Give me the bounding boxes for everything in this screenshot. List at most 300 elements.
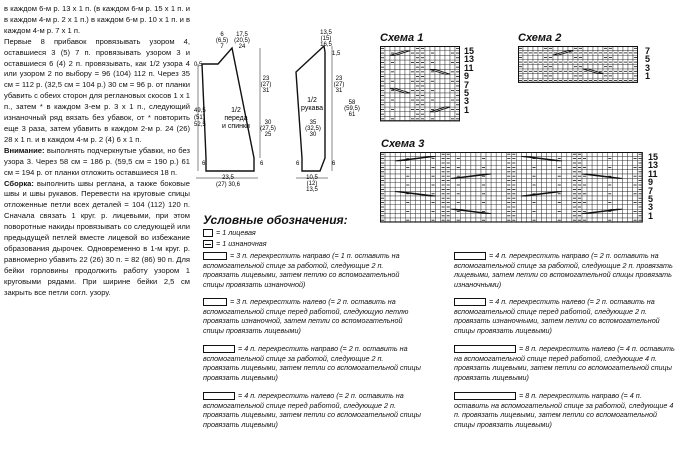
chart-cell xyxy=(431,170,436,174)
chart-cell xyxy=(445,102,450,107)
chart-cell xyxy=(390,192,395,196)
chart-cell xyxy=(523,74,528,79)
chart-cell xyxy=(405,93,410,98)
front-label: и спинки xyxy=(222,123,250,130)
chart-cell xyxy=(435,55,440,60)
chart-cell xyxy=(466,165,471,169)
chart-cell xyxy=(410,209,415,213)
chart-cell xyxy=(435,88,440,93)
chart-cell xyxy=(526,200,531,204)
chart-cell xyxy=(496,183,501,187)
chart-cell xyxy=(486,170,491,174)
chart-cell xyxy=(440,65,445,70)
chart-cell xyxy=(481,187,486,191)
chart-cell xyxy=(501,196,506,200)
chart-cell xyxy=(587,178,592,182)
chart-cell xyxy=(583,55,588,60)
chart-cell xyxy=(430,65,435,70)
chart-cell xyxy=(568,55,573,60)
chart-cell xyxy=(405,205,410,209)
instructions-paragraph: Первые 8 прибавок провязывать узором 4, оставшиеся 3 (5) 7 п. провязывать узором 3 и оставшиеся 6 (4) 2 п. провязывать, как 1/2 узора 4 или узором 2 по выбору = 96 (104) 112 п. Через 35 см = 112 р. (32,5 см = 104 р.) 30 см = 96 р. от планки убавить с обеих сторон для реглановых скосов 1 х 1 п., затем * в каждом 3-ем р. 3 х 1 п., следующий изнаночный ряд вязать без убавок, от * повторить еще 3 раза, затем убавить в каждом 2-м р. 24 (26) 28 х 1 п. и в каждом 4-м р. 2 (4) 6 х 1 п. xyxy=(4,36,190,144)
chart-cell xyxy=(567,200,572,204)
chart-cell xyxy=(400,205,405,209)
chart-cell xyxy=(415,161,420,165)
chart-cell xyxy=(587,165,592,169)
chart-cell xyxy=(583,74,588,79)
chart-cell xyxy=(395,65,400,70)
chart-cell xyxy=(400,209,405,213)
chart-cell xyxy=(592,200,597,204)
chart-cell xyxy=(395,161,400,165)
chart-cell xyxy=(607,214,612,218)
chart-cell xyxy=(582,187,587,191)
attention-text: выполнять подчеркнутые убавки, но без узора 3. Через 58 см = 186 р. (59,5 см = 190 р.) 61 см = 194 р. от планки отложить оставшиеся 18 п. xyxy=(4,145,190,177)
chart-cell xyxy=(451,187,456,191)
chart-cell xyxy=(582,205,587,209)
chart-cell xyxy=(385,51,390,56)
legend-item xyxy=(203,391,421,429)
front-body-length: (27,5) xyxy=(260,126,276,132)
chart-cell xyxy=(617,196,622,200)
chart-cell xyxy=(390,161,395,165)
chart-cell xyxy=(415,178,420,182)
chart-cell xyxy=(450,93,455,98)
scheme-1-row-labels xyxy=(464,47,474,114)
chart-cell xyxy=(547,200,552,204)
chart-cell xyxy=(385,107,390,112)
cross-4-left-icon xyxy=(203,392,235,400)
chart-cell xyxy=(562,178,567,182)
chart-cell xyxy=(445,65,450,70)
sleeve-label: 1/2 xyxy=(307,97,317,104)
chart-cell xyxy=(425,60,430,65)
legend-item xyxy=(203,251,421,289)
chart-cell xyxy=(471,196,476,200)
chart-cell xyxy=(471,205,476,209)
legend-knit xyxy=(203,228,373,238)
legend-item-text: = 3 п. перекрестить налево (= 2 п. оставить на вспомогательной спице перед работой, следующую петлю провязать изнаночной, затем петли со вспомогательной спицы провязать лицевыми) xyxy=(203,297,409,335)
chart-cell xyxy=(537,209,542,213)
chart-cell xyxy=(445,112,450,117)
chart-cell xyxy=(622,156,627,160)
chart-cell xyxy=(481,178,486,182)
chart-cell xyxy=(622,187,627,191)
chart-cell xyxy=(476,178,481,182)
chart-cell xyxy=(410,93,415,98)
chart-cell xyxy=(516,156,521,160)
chart-cell xyxy=(552,200,557,204)
chart-cell xyxy=(602,170,607,174)
chart-cell xyxy=(456,178,461,182)
attention-label: Внимание: xyxy=(4,145,45,155)
chart-cell xyxy=(410,165,415,169)
chart-cell xyxy=(627,183,632,187)
chart-cell xyxy=(440,93,445,98)
chart-cell xyxy=(547,174,552,178)
chart-cell xyxy=(597,165,602,169)
chart-cell xyxy=(400,161,405,165)
chart-cell xyxy=(623,55,628,60)
chart-cell xyxy=(466,183,471,187)
chart-cell xyxy=(476,214,481,218)
chart-cell xyxy=(410,84,415,89)
chart-cell xyxy=(431,214,436,218)
chart-cell xyxy=(395,107,400,112)
chart-cell xyxy=(537,214,542,218)
chart-cell xyxy=(390,187,395,191)
chart-cell xyxy=(436,178,441,182)
chart-cell xyxy=(617,192,622,196)
chart-cell xyxy=(395,174,400,178)
front-bottom: 6 xyxy=(202,161,206,167)
chart-cell xyxy=(471,200,476,204)
chart-cell xyxy=(563,64,568,69)
cross-4-right-purl-icon xyxy=(454,252,486,260)
chart-cell xyxy=(612,214,617,218)
sleeve-top-width: 13,5 xyxy=(320,30,332,36)
chart-cell xyxy=(445,60,450,65)
chart-cell xyxy=(405,214,410,218)
chart-cell xyxy=(617,187,622,191)
chart-cell xyxy=(385,88,390,93)
chart-cell xyxy=(405,84,410,89)
chart-cell xyxy=(456,187,461,191)
purl-stitch-icon xyxy=(203,240,213,248)
chart-cell xyxy=(597,196,602,200)
chart-cell xyxy=(436,174,441,178)
chart-cell xyxy=(425,55,430,60)
chart-cell xyxy=(521,205,526,209)
chart-cell xyxy=(440,98,445,103)
chart-cell xyxy=(425,165,430,169)
scheme-2-title: Схема 2 xyxy=(518,32,562,44)
chart-cell xyxy=(496,192,501,196)
chart-cell xyxy=(385,156,390,160)
chart-cell xyxy=(633,161,638,165)
chart-cell xyxy=(617,214,622,218)
chart-cell xyxy=(552,209,557,213)
chart-cell xyxy=(385,65,390,70)
sleeve-label: рукава xyxy=(301,105,323,112)
chart-cell xyxy=(456,170,461,174)
chart-cell xyxy=(445,79,450,84)
chart-cell xyxy=(425,84,430,89)
chart-cell xyxy=(491,183,496,187)
chart-cell xyxy=(420,170,425,174)
chart-cell xyxy=(542,183,547,187)
chart-cell xyxy=(435,51,440,56)
chart-cell xyxy=(521,170,526,174)
chart-cell xyxy=(612,161,617,165)
chart-cell xyxy=(597,170,602,174)
chart-cell xyxy=(612,178,617,182)
chart-cell xyxy=(547,165,552,169)
chart-cell xyxy=(440,112,445,117)
sleeve-cuff-top: 1,5 xyxy=(332,51,341,57)
chart-cell xyxy=(516,161,521,165)
chart-cell xyxy=(395,55,400,60)
chart-cell xyxy=(476,170,481,174)
legend-item xyxy=(203,344,421,382)
chart-cell xyxy=(461,200,466,204)
chart-cell xyxy=(385,79,390,84)
chart-cell xyxy=(491,156,496,160)
chart-cell xyxy=(617,165,622,169)
chart-cell xyxy=(420,187,425,191)
chart-cell xyxy=(435,60,440,65)
chart-cell xyxy=(526,214,531,218)
chart-cell xyxy=(567,165,572,169)
chart-cell xyxy=(405,161,410,165)
chart-cell xyxy=(410,55,415,60)
chart-cell xyxy=(385,209,390,213)
front-piece xyxy=(202,48,254,171)
chart-cell xyxy=(390,205,395,209)
chart-cell xyxy=(425,74,430,79)
instructions-paragraph xyxy=(4,146,190,179)
chart-cell xyxy=(405,178,410,182)
chart-cell xyxy=(587,156,592,160)
chart-cell xyxy=(622,209,627,213)
chart-cell xyxy=(528,55,533,60)
chart-cell xyxy=(547,187,552,191)
chart-cell xyxy=(405,65,410,70)
chart-cell xyxy=(415,214,420,218)
chart-cell xyxy=(613,64,618,69)
chart-cell xyxy=(385,187,390,191)
chart-cell xyxy=(607,161,612,165)
chart-cell xyxy=(481,214,486,218)
chart-cell xyxy=(538,64,543,69)
chart-cell xyxy=(547,161,552,165)
chart-cell xyxy=(476,161,481,165)
chart-cell xyxy=(476,200,481,204)
chart-cell xyxy=(602,205,607,209)
chart-cell xyxy=(602,214,607,218)
chart-cell xyxy=(532,196,537,200)
chart-cell xyxy=(451,165,456,169)
chart-cell xyxy=(496,209,501,213)
chart-cell xyxy=(385,84,390,89)
chart-cell xyxy=(390,209,395,213)
chart-cell xyxy=(390,178,395,182)
chart-cell xyxy=(602,192,607,196)
chart-cell xyxy=(476,196,481,200)
chart-cell xyxy=(436,170,441,174)
front-bottom-width: (27) 30,6 xyxy=(215,182,241,188)
chart-cell xyxy=(456,205,461,209)
chart-cell xyxy=(400,200,405,204)
legend-item-text: = 4 п. перекрестить налево (= 2 п. оставить на вспомогательной спице перед работой, следующие 2 п. провязать лицевыми, затем петли со вспомогательной спицы провязать лицевыми) xyxy=(203,391,421,429)
chart-cell xyxy=(607,170,612,174)
chart-cell xyxy=(521,174,526,178)
chart-cell xyxy=(562,192,567,196)
chart-cell xyxy=(435,79,440,84)
chart-cell xyxy=(440,60,445,65)
chart-cell xyxy=(562,214,567,218)
chart-cell xyxy=(633,196,638,200)
instructions-paragraph xyxy=(4,179,190,299)
chart-cell xyxy=(390,93,395,98)
chart-cell xyxy=(385,178,390,182)
chart-cell xyxy=(532,187,537,191)
chart-cell xyxy=(532,214,537,218)
chart-cell xyxy=(526,161,531,165)
chart-cell xyxy=(582,161,587,165)
chart-cell xyxy=(501,165,506,169)
row-number-label: 9 xyxy=(648,177,654,188)
chart-cell xyxy=(521,187,526,191)
chart-cell xyxy=(602,178,607,182)
chart-cell xyxy=(451,183,456,187)
row-number-label: 1 xyxy=(464,104,470,115)
scheme-2-row-labels xyxy=(645,47,650,81)
chart-cell xyxy=(410,161,415,165)
chart-cell xyxy=(587,183,592,187)
chart-cell xyxy=(582,170,587,174)
chart-cell xyxy=(501,156,506,160)
chart-cell xyxy=(523,55,528,60)
chart-cell xyxy=(617,156,622,160)
chart-cell xyxy=(622,183,627,187)
chart-cell xyxy=(532,170,537,174)
chart-cell xyxy=(542,205,547,209)
chart-cell xyxy=(481,161,486,165)
chart-cell xyxy=(481,170,486,174)
chart-cell xyxy=(395,98,400,103)
chart-cell xyxy=(466,178,471,182)
front-label: переда xyxy=(224,115,248,122)
chart-cell xyxy=(558,55,563,60)
chart-cell xyxy=(627,209,632,213)
chart-cell xyxy=(461,196,466,200)
sleeve-bottom-width: 13,5 xyxy=(306,187,318,193)
chart-cell xyxy=(597,161,602,165)
chart-cell xyxy=(385,174,390,178)
front-label: 1/2 xyxy=(231,107,241,114)
chart-cell xyxy=(395,205,400,209)
chart-cell xyxy=(405,79,410,84)
chart-cell xyxy=(425,183,430,187)
cross-8-right-icon xyxy=(454,392,516,400)
sleeve-top-width: 16,5 xyxy=(320,42,332,48)
chart-cell xyxy=(547,183,552,187)
chart-cell xyxy=(542,209,547,213)
chart-cell xyxy=(431,196,436,200)
chart-cell xyxy=(390,183,395,187)
chart-cell xyxy=(627,161,632,165)
instructions-column xyxy=(4,4,190,298)
chart-cell xyxy=(400,112,405,117)
chart-cell xyxy=(562,170,567,174)
chart-cell xyxy=(537,174,542,178)
chart-cell xyxy=(516,209,521,213)
chart-cell xyxy=(390,112,395,117)
chart-cell xyxy=(450,84,455,89)
sleeve-length: 30 xyxy=(309,132,317,138)
chart-cell xyxy=(481,196,486,200)
chart-cell xyxy=(562,183,567,187)
chart-cell xyxy=(597,183,602,187)
chart-cell xyxy=(405,74,410,79)
chart-cell xyxy=(436,165,441,169)
chart-cell xyxy=(587,192,592,196)
chart-cell xyxy=(557,205,562,209)
chart-cell xyxy=(562,187,567,191)
chart-cell xyxy=(592,165,597,169)
chart-cell xyxy=(420,165,425,169)
chart-cell xyxy=(466,200,471,204)
sleeve-length: 35 xyxy=(309,120,317,126)
chart-cell xyxy=(622,174,627,178)
chart-cell xyxy=(400,74,405,79)
chart-cell xyxy=(420,183,425,187)
chart-cell xyxy=(496,178,501,182)
chart-cell xyxy=(440,51,445,56)
chart-cell xyxy=(476,165,481,169)
sleeve-total: 61 xyxy=(348,112,356,118)
instructions-paragraph: в каждом 6-м р. 13 х 1 п. (в каждом 6-м р. 15 х 1 п. и в каждом 4-м р. 2 х 1 п.) в каждом 6-м р. 10 х 1 п. и в каждом 4-м р. 7 х 1 п. xyxy=(4,4,190,35)
front-height-total: (51) xyxy=(194,115,205,121)
cross-3-right-icon xyxy=(203,252,227,260)
front-armhole: 23 xyxy=(262,76,270,82)
chart-cell xyxy=(395,196,400,200)
chart-cell xyxy=(617,205,622,209)
chart-cell xyxy=(528,74,533,79)
chart-cell xyxy=(450,65,455,70)
chart-cell xyxy=(592,183,597,187)
chart-cell xyxy=(395,200,400,204)
chart-cell xyxy=(491,196,496,200)
chart-cell xyxy=(587,200,592,204)
chart-cell xyxy=(622,170,627,174)
chart-cell xyxy=(542,214,547,218)
chart-cell xyxy=(627,192,632,196)
legend-purl xyxy=(203,239,373,249)
chart-cell xyxy=(496,187,501,191)
chart-cell xyxy=(552,178,557,182)
chart-cell xyxy=(425,187,430,191)
chart-cell xyxy=(617,183,622,187)
chart-cell xyxy=(415,170,420,174)
chart-cell xyxy=(385,60,390,65)
chart-cell xyxy=(456,161,461,165)
chart-cell xyxy=(617,200,622,204)
chart-cell xyxy=(501,183,506,187)
chart-cell xyxy=(612,170,617,174)
chart-cell xyxy=(395,84,400,89)
chart-cell xyxy=(436,209,441,213)
chart-cell xyxy=(466,170,471,174)
chart-cell xyxy=(627,170,632,174)
chart-cell xyxy=(557,196,562,200)
chart-cell xyxy=(451,170,456,174)
row-number-label: 7 xyxy=(648,185,654,196)
chart-cell xyxy=(622,192,627,196)
knit-stitch-icon xyxy=(203,229,213,237)
chart-cell xyxy=(526,196,531,200)
front-top-width: (6,5) xyxy=(215,38,229,44)
chart-cell xyxy=(567,214,572,218)
assembly-label: Сборка: xyxy=(4,178,34,188)
chart-cell xyxy=(496,161,501,165)
chart-cell xyxy=(582,214,587,218)
sleeve-total: 58 xyxy=(348,100,356,106)
row-number-label: 7 xyxy=(645,46,651,56)
chart-cell xyxy=(496,205,501,209)
chart-cell xyxy=(567,209,572,213)
chart-cell xyxy=(466,161,471,165)
